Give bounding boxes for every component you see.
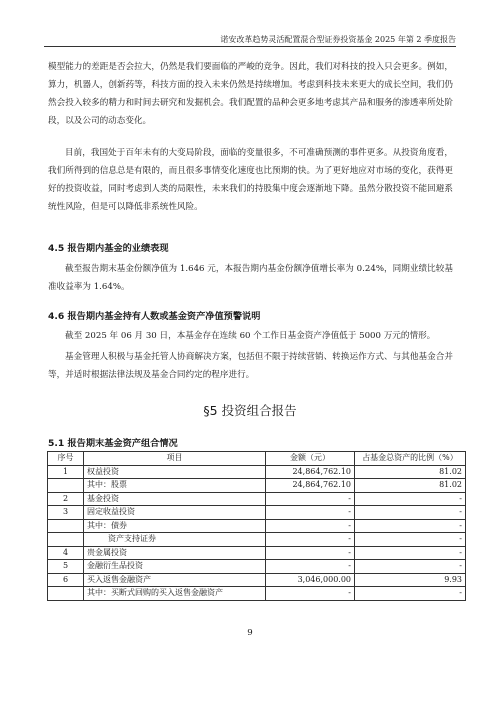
body-paragraph-1: 模型能力的差距是否会拉大，仍然是我们要面临的严峻的竞争。因此，我们对科技的投入只会更多。例如，算力，机器人，创新药等，科技方面的投入未来仍然是持续增加。考虑到科技未来更大的成长空间，我们仍然会投入较多的精力和时间去研究和发掘机会。我们配置的品种会更多地考虑其产品和服务的渗透率所处阶段，以及公司的动态变化。 — [48, 62, 453, 126]
cell-item: 金融衍生品投资 — [84, 560, 266, 574]
page-number: 9 — [247, 628, 253, 638]
cell-ratio: 81.02 — [355, 479, 466, 493]
performance-paragraph: 截至报告期末基金份额净值为 1.646 元，本报告期内基金份额净值增长率为 0.24%，同期业绩比较基准收益率为 1.64%。 — [48, 264, 453, 292]
table-row — [48, 492, 466, 506]
cell-item: 权益投资 — [84, 465, 266, 479]
cell-amount: 24,864,762.10 — [266, 479, 355, 493]
table-row — [48, 506, 466, 520]
table-row — [48, 479, 466, 493]
cell-ratio: 81.02 — [355, 465, 466, 479]
cell-no — [48, 519, 84, 533]
cell-amount: 3,046,000.00 — [266, 573, 355, 587]
table-row — [48, 573, 466, 587]
cell-amount: - — [266, 533, 355, 547]
cell-ratio: - — [355, 519, 466, 533]
cell-amount: - — [266, 492, 355, 506]
cell-no: 2 — [48, 492, 84, 506]
cell-amount: - — [266, 506, 355, 520]
cell-item: 资产支持证券 — [84, 533, 266, 547]
cell-item: 买入返售金融资产 — [84, 573, 266, 587]
cell-no — [48, 479, 84, 493]
warning-paragraph-2: 基金管理人积极与基金托管人协商解决方案，包括但不限于持续营销、转换运作方式、与其他基金合并等，并适时根据法律法规及基金合同约定的程序进行。 — [48, 352, 453, 380]
cell-item: 其中：债券 — [84, 519, 266, 533]
cell-amount: - — [266, 560, 355, 574]
section-heading-4-5: 4.5 报告期内基金的业绩表现 — [48, 243, 169, 254]
cell-ratio: - — [355, 587, 466, 601]
cell-no: 6 — [48, 573, 84, 587]
body-paragraph-2: 目前，我国处于百年未有的大变局阶段，面临的变量很多，不可准确预测的事件更多。从投资角度看，我们所得到的信息总是有限的，而且很多事情变化速度也比预期的快。为了更好地应对市场的变化，获得更好的投资收益，同时考虑到人类的局限性，未来我们的持股集中度会逐渐地下降。虽然分散投资不能回避系统性风险，但是可以降低非系统性风险。 — [48, 148, 453, 212]
cell-no: 3 — [48, 506, 84, 520]
cell-item: 固定收益投资 — [84, 506, 266, 520]
section-heading-4-6: 4.6 报告期内基金持有人数或基金资产净值预警说明 — [48, 311, 261, 322]
table-row — [48, 519, 466, 533]
table-row — [48, 546, 466, 560]
table-header-row — [48, 452, 466, 466]
cell-amount: - — [266, 587, 355, 601]
table-row — [48, 465, 466, 479]
cell-no: 4 — [48, 546, 84, 560]
cell-item: 贵金属投资 — [84, 546, 266, 560]
col-header-no: 序号 — [48, 452, 84, 466]
warning-paragraph-1: 截至 2025 年 06 月 30 日，本基金存在连续 60 个工作日基金资产净值低于 5000 万元的情形。 — [65, 331, 436, 341]
cell-item: 其中：股票 — [84, 479, 266, 493]
cell-item: 其中：买断式回购的买入返售金融资产 — [84, 587, 266, 601]
asset-allocation-table — [47, 451, 466, 601]
header-rule — [44, 46, 456, 47]
cell-ratio: - — [355, 546, 466, 560]
table-row — [48, 533, 466, 547]
cell-item: 基金投资 — [84, 492, 266, 506]
cell-amount: - — [266, 546, 355, 560]
table-row — [48, 587, 466, 601]
col-header-item: 项目 — [84, 452, 266, 466]
cell-ratio: - — [355, 560, 466, 574]
cell-ratio: - — [355, 533, 466, 547]
running-header: 诺安改革趋势灵活配置混合型证券投资基金 2025 年第 2 季度报告 — [220, 35, 456, 44]
cell-ratio: - — [355, 492, 466, 506]
cell-no — [48, 533, 84, 547]
cell-amount: - — [266, 519, 355, 533]
cell-amount: 24,864,762.10 — [266, 465, 355, 479]
cell-no — [48, 587, 84, 601]
table-body — [48, 465, 466, 600]
chapter-title: §5 投资组合报告 — [203, 403, 297, 418]
cell-ratio: 9.93 — [355, 573, 466, 587]
col-header-ratio: 占基金总资产的比例（%） — [355, 452, 466, 466]
cell-ratio: - — [355, 506, 466, 520]
table-row — [48, 560, 466, 574]
cell-no: 5 — [48, 560, 84, 574]
section-heading-5-1: 5.1 报告期末基金资产组合情况 — [48, 438, 178, 449]
col-header-amount: 金额（元） — [266, 452, 355, 466]
cell-no: 1 — [48, 465, 84, 479]
